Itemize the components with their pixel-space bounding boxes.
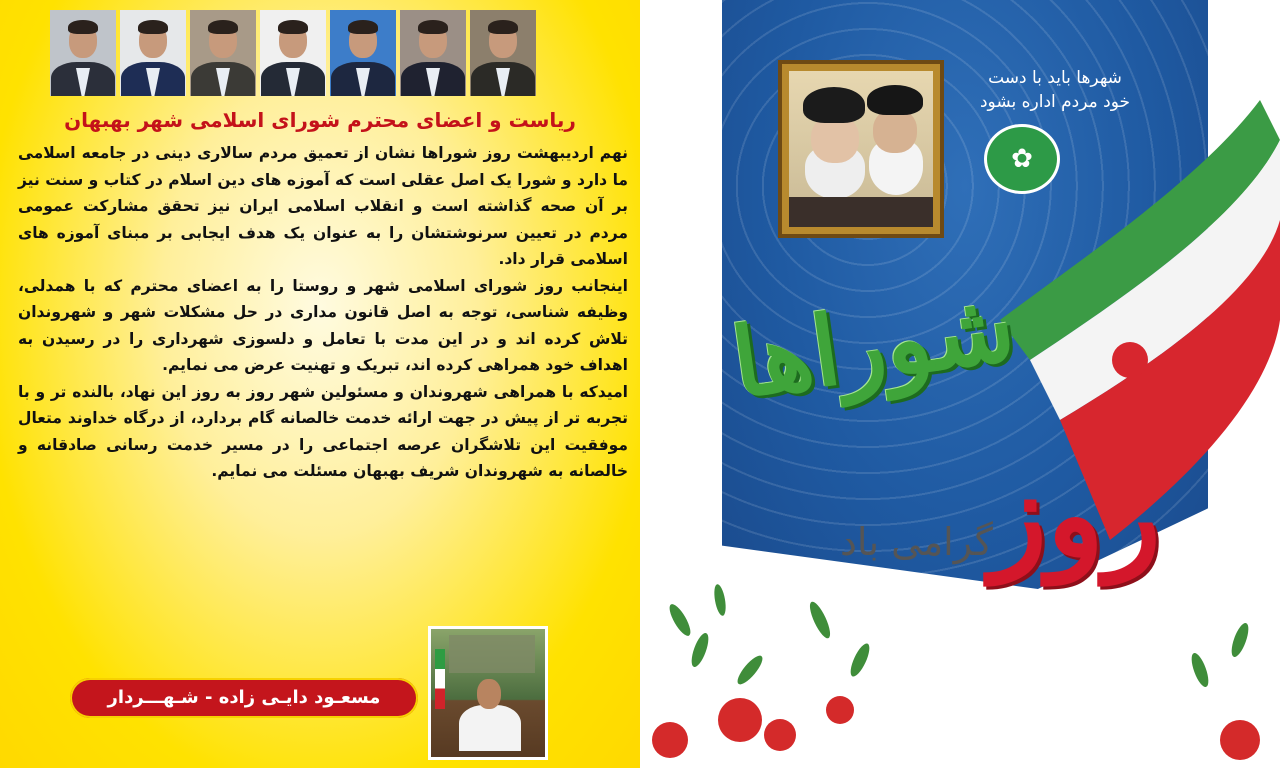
member-photo [190,10,256,96]
flowers-decoration-icon [640,560,1280,768]
emblem-icon: ✿ [984,124,1060,194]
slogan-line: شهرها باید با دست [988,68,1122,88]
message-paragraph: اینجانب روز شورای اسلامی شهر و روستا را به اعضای محترم که با همدلی، وظیفه شناسی، توجه به اصل قانون مداری در حل مشکلات شهر و شهروندان تلاش کرده اند و در این مدت با تعامل و دلسوزی شهرداری را در رسیدن به اهداف خود همراهی کرده اند، تبریک و تهنیت عرض می نمایم. [18,276,628,374]
member-photo [260,10,326,96]
title-roz: روز [990,445,1161,584]
member-photo [330,10,396,96]
congrats-message [18,140,628,485]
message-paragraph: امیدکه با همراهی شهروندان و مسئولین شهر روز به روز این نهاد، بالنده تر و با تجربه تر از پیش در جهت ارائه خدمت خالصانه گام بردارد، از درگاه خداوند متعال موفقیت این تلاشگران عرصه اجتماعی را در مسیر خدمت رسانی صادقانه و خالصانه به شهروندان شریف بهبهان مسئلت می نمایم. [18,382,628,480]
leaders-portrait [778,60,944,238]
subtitle-gerami-bad: گرامی باد [840,520,993,564]
title-shoraha: شوراها [725,268,1022,421]
member-photo [50,10,116,96]
poster [640,0,1280,768]
mayor-photo [428,626,548,760]
message-paragraph: نهم اردیبهشت روز شوراها نشان از تعمیق مردم سالاری دینی در جامعه اسلامی ما دارد و شورا یک اصل عقلی است که آموزه های دین اسلام در کتاب و سنت نیز بر آن صحه گذاشته است و انقلاب اسلامی ایران نیز تحقق مشارکت عمومی مردم در تعیین سرنوشتشان را به عنوان یک هدف ایجابی بر مبنای آموزه های اسلامی قرار داد. [18,144,628,268]
slogan [950,66,1160,114]
iran-flag-icon [435,649,445,709]
panel-heading: ریاست و اعضای محترم شورای اسلامی شهر بهبهان [64,108,576,132]
member-photo [400,10,466,96]
slogan-line: خود مردم اداره بشود [979,92,1131,112]
council-members-photos [50,10,536,96]
member-photo [120,10,186,96]
member-photo [470,10,536,96]
signature-plate: مسعـود دایـی زاده - شـهـــردار [70,678,418,718]
